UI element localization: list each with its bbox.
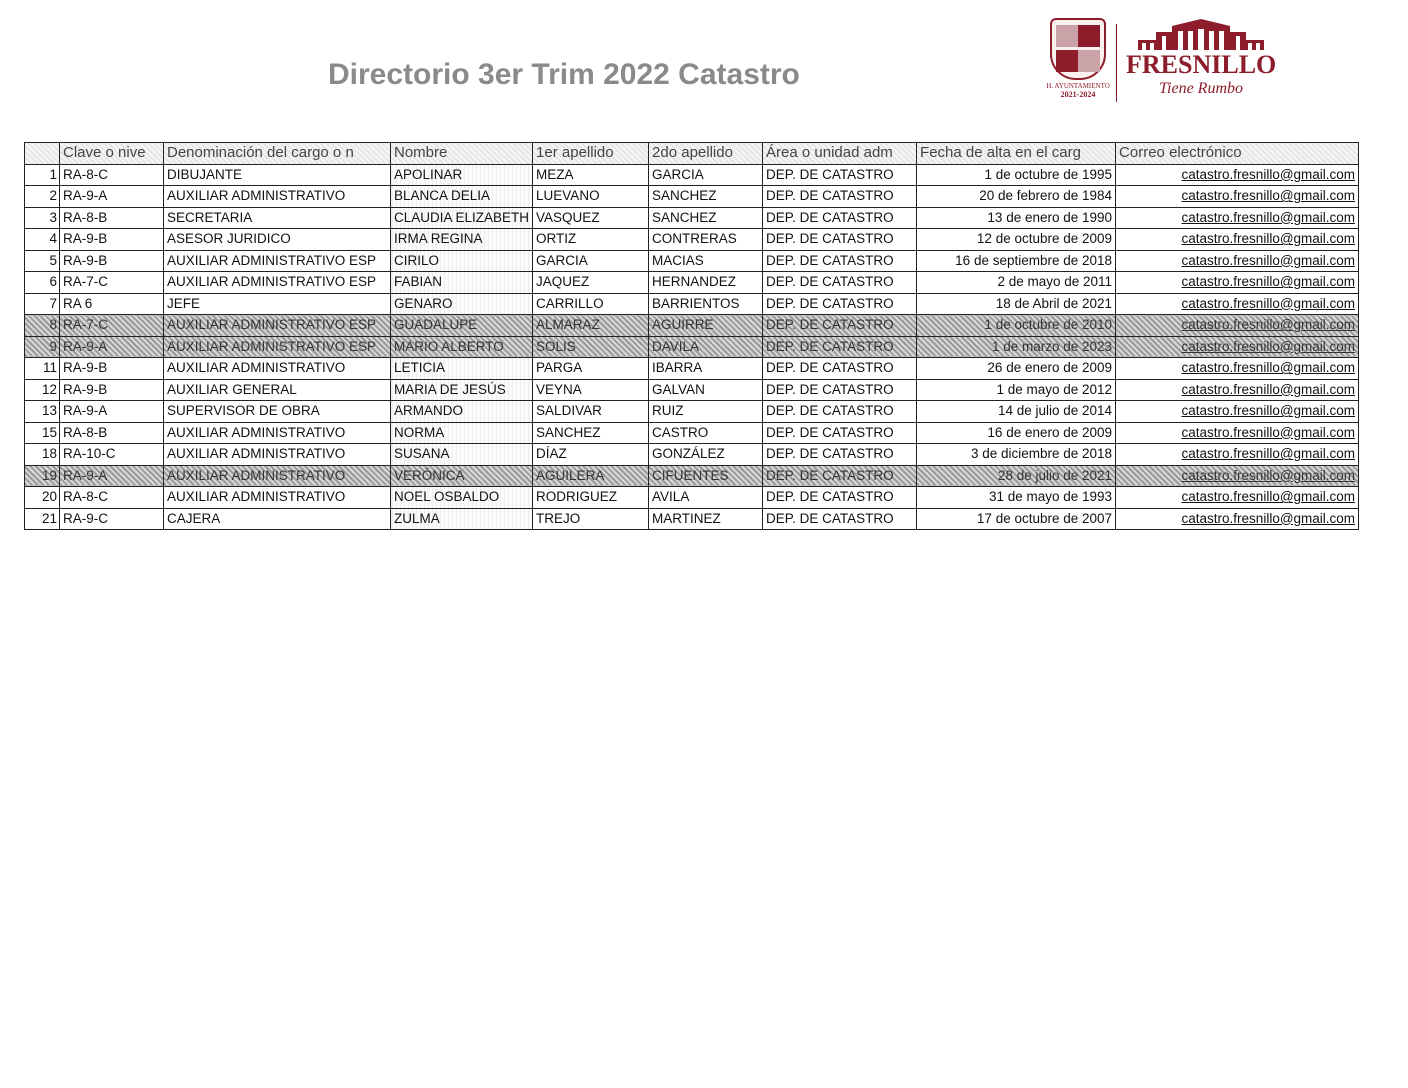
apellido1-cell: LUEVANO bbox=[533, 186, 649, 208]
brand-tagline: Tiene Rumbo bbox=[1159, 80, 1243, 97]
row-number: 6 bbox=[25, 272, 60, 294]
area-cell: DEP. DE CATASTRO bbox=[763, 315, 917, 337]
cargo-cell: SUPERVISOR DE OBRA bbox=[164, 401, 391, 423]
apellido1-cell: VASQUEZ bbox=[533, 207, 649, 229]
email-link[interactable]: catastro.fresnillo@gmail.com bbox=[1181, 252, 1356, 268]
cargo-cell: AUXILIAR ADMINISTRATIVO bbox=[164, 487, 391, 509]
email-link[interactable]: catastro.fresnillo@gmail.com bbox=[1181, 424, 1356, 440]
row-number: 8 bbox=[25, 315, 60, 337]
fecha-cell: 20 de febrero de 1984 bbox=[917, 186, 1116, 208]
correo-cell bbox=[1116, 444, 1359, 466]
cargo-cell: AUXILIAR ADMINISTRATIVO bbox=[164, 444, 391, 466]
clave-cell: RA-8-B bbox=[60, 207, 164, 229]
nombre-cell: LETICIA bbox=[391, 358, 533, 380]
table-row bbox=[25, 401, 1359, 423]
email-link[interactable]: catastro.fresnillo@gmail.com bbox=[1181, 510, 1356, 526]
clave-cell: RA-10-C bbox=[60, 444, 164, 466]
clave-cell: RA-9-A bbox=[60, 336, 164, 358]
correo-cell bbox=[1116, 422, 1359, 444]
area-cell: DEP. DE CATASTRO bbox=[763, 272, 917, 294]
directory-table bbox=[24, 142, 1359, 530]
clave-cell: RA-8-C bbox=[60, 487, 164, 509]
header-cell: Nombre bbox=[391, 143, 533, 165]
apellido2-cell: RUIZ bbox=[649, 401, 763, 423]
seal bbox=[1046, 18, 1110, 99]
apellido1-cell: RODRIGUEZ bbox=[533, 487, 649, 509]
cargo-cell: ASESOR JURIDICO bbox=[164, 229, 391, 251]
apellido1-cell: MEZA bbox=[533, 164, 649, 186]
row-number: 11 bbox=[25, 358, 60, 380]
email-link[interactable]: catastro.fresnillo@gmail.com bbox=[1181, 489, 1356, 505]
table-row bbox=[25, 315, 1359, 337]
row-number: 3 bbox=[25, 207, 60, 229]
apellido2-cell: SANCHEZ bbox=[649, 186, 763, 208]
apellido2-cell: SANCHEZ bbox=[649, 207, 763, 229]
nombre-cell: ARMANDO bbox=[391, 401, 533, 423]
brand-name: FRESNILLO bbox=[1126, 50, 1277, 79]
table-row bbox=[25, 487, 1359, 509]
clave-cell: RA-7-C bbox=[60, 272, 164, 294]
header-cell: 2do apellido bbox=[649, 143, 763, 165]
clave-cell: RA-7-C bbox=[60, 315, 164, 337]
correo-cell bbox=[1116, 315, 1359, 337]
correo-cell bbox=[1116, 487, 1359, 509]
correo-cell bbox=[1116, 508, 1359, 530]
email-link[interactable]: catastro.fresnillo@gmail.com bbox=[1181, 231, 1356, 247]
apellido1-cell: SALDIVAR bbox=[533, 401, 649, 423]
clave-cell: RA-9-B bbox=[60, 358, 164, 380]
row-number: 18 bbox=[25, 444, 60, 466]
fecha-cell: 1 de octubre de 1995 bbox=[917, 164, 1116, 186]
email-link[interactable]: catastro.fresnillo@gmail.com bbox=[1181, 360, 1356, 376]
row-number: 13 bbox=[25, 401, 60, 423]
clave-cell: RA-9-A bbox=[60, 465, 164, 487]
correo-cell bbox=[1116, 250, 1359, 272]
apellido1-cell: CARRILLO bbox=[533, 293, 649, 315]
cargo-cell: AUXILIAR ADMINISTRATIVO ESP bbox=[164, 336, 391, 358]
fecha-cell: 13 de enero de 1990 bbox=[917, 207, 1116, 229]
fecha-cell: 1 de marzo de 2023 bbox=[917, 336, 1116, 358]
clave-cell: RA 6 bbox=[60, 293, 164, 315]
row-number: 1 bbox=[25, 164, 60, 186]
clave-cell: RA-8-B bbox=[60, 422, 164, 444]
cargo-cell: AUXILIAR ADMINISTRATIVO bbox=[164, 358, 391, 380]
municipal-logo bbox=[1040, 18, 1280, 108]
table-row bbox=[25, 272, 1359, 294]
table-header-row bbox=[25, 143, 1359, 165]
table-row bbox=[25, 293, 1359, 315]
apellido2-cell: CASTRO bbox=[649, 422, 763, 444]
seal-years: 2021-2024 bbox=[1060, 90, 1096, 99]
table-row bbox=[25, 358, 1359, 380]
row-number: 9 bbox=[25, 336, 60, 358]
correo-cell bbox=[1116, 186, 1359, 208]
cargo-cell: SECRETARIA bbox=[164, 207, 391, 229]
correo-cell bbox=[1116, 207, 1359, 229]
fecha-cell: 28 de julio de 2021 bbox=[917, 465, 1116, 487]
skyline-icon bbox=[1136, 18, 1266, 52]
apellido2-cell: MACIAS bbox=[649, 250, 763, 272]
nombre-cell: CIRILO bbox=[391, 250, 533, 272]
apellido2-cell: DAVILA bbox=[649, 336, 763, 358]
row-number: 21 bbox=[25, 508, 60, 530]
area-cell: DEP. DE CATASTRO bbox=[763, 207, 917, 229]
apellido1-cell: DÍAZ bbox=[533, 444, 649, 466]
table-row bbox=[25, 444, 1359, 466]
apellido1-cell: JAQUEZ bbox=[533, 272, 649, 294]
fecha-cell: 2 de mayo de 2011 bbox=[917, 272, 1116, 294]
area-cell: DEP. DE CATASTRO bbox=[763, 379, 917, 401]
cargo-cell: AUXILIAR ADMINISTRATIVO bbox=[164, 186, 391, 208]
fecha-cell: 17 de octubre de 2007 bbox=[917, 508, 1116, 530]
row-number: 7 bbox=[25, 293, 60, 315]
table-row bbox=[25, 379, 1359, 401]
nombre-cell: NORMA bbox=[391, 422, 533, 444]
nombre-cell: MARIO ALBERTO bbox=[391, 336, 533, 358]
email-link[interactable]: catastro.fresnillo@gmail.com bbox=[1181, 467, 1356, 483]
email-link[interactable]: catastro.fresnillo@gmail.com bbox=[1181, 381, 1356, 397]
header-cell: Área o unidad adm bbox=[763, 143, 917, 165]
correo-cell bbox=[1116, 401, 1359, 423]
correo-cell bbox=[1116, 358, 1359, 380]
email-link[interactable]: catastro.fresnillo@gmail.com bbox=[1181, 166, 1356, 182]
table-row bbox=[25, 186, 1359, 208]
fecha-cell: 16 de septiembre de 2018 bbox=[917, 250, 1116, 272]
row-number: 4 bbox=[25, 229, 60, 251]
nombre-cell: BLANCA DELIA bbox=[391, 186, 533, 208]
logo-divider bbox=[1116, 24, 1117, 102]
area-cell: DEP. DE CATASTRO bbox=[763, 508, 917, 530]
email-link[interactable]: catastro.fresnillo@gmail.com bbox=[1181, 403, 1356, 419]
fecha-cell: 26 de enero de 2009 bbox=[917, 358, 1116, 380]
apellido2-cell: AGUIRRE bbox=[649, 315, 763, 337]
row-number: 19 bbox=[25, 465, 60, 487]
apellido2-cell: AVILA bbox=[649, 487, 763, 509]
header-cell: 1er apellido bbox=[533, 143, 649, 165]
apellido1-cell: SOLIS bbox=[533, 336, 649, 358]
table-row bbox=[25, 250, 1359, 272]
row-number: 2 bbox=[25, 186, 60, 208]
area-cell: DEP. DE CATASTRO bbox=[763, 422, 917, 444]
cargo-cell: AUXILIAR ADMINISTRATIVO bbox=[164, 465, 391, 487]
apellido1-cell: TREJO bbox=[533, 508, 649, 530]
area-cell: DEP. DE CATASTRO bbox=[763, 358, 917, 380]
cargo-cell: AUXILIAR GENERAL bbox=[164, 379, 391, 401]
cargo-cell: JEFE bbox=[164, 293, 391, 315]
email-link[interactable]: catastro.fresnillo@gmail.com bbox=[1181, 209, 1356, 225]
area-cell: DEP. DE CATASTRO bbox=[763, 336, 917, 358]
table-row bbox=[25, 229, 1359, 251]
area-cell: DEP. DE CATASTRO bbox=[763, 164, 917, 186]
nombre-cell: SUSANA bbox=[391, 444, 533, 466]
clave-cell: RA-9-B bbox=[60, 229, 164, 251]
nombre-cell: IRMA REGINA bbox=[391, 229, 533, 251]
nombre-cell: VERÓNICA bbox=[391, 465, 533, 487]
fecha-cell: 18 de Abril de 2021 bbox=[917, 293, 1116, 315]
apellido2-cell: HERNANDEZ bbox=[649, 272, 763, 294]
cargo-cell: AUXILIAR ADMINISTRATIVO ESP bbox=[164, 250, 391, 272]
apellido1-cell: ORTIZ bbox=[533, 229, 649, 251]
fecha-cell: 31 de mayo de 1993 bbox=[917, 487, 1116, 509]
cargo-cell: DIBUJANTE bbox=[164, 164, 391, 186]
email-link[interactable]: catastro.fresnillo@gmail.com bbox=[1181, 274, 1356, 290]
apellido2-cell: IBARRA bbox=[649, 358, 763, 380]
clave-cell: RA-9-C bbox=[60, 508, 164, 530]
clave-cell: RA-8-C bbox=[60, 164, 164, 186]
area-cell: DEP. DE CATASTRO bbox=[763, 465, 917, 487]
correo-cell bbox=[1116, 272, 1359, 294]
area-cell: DEP. DE CATASTRO bbox=[763, 487, 917, 509]
row-number: 12 bbox=[25, 379, 60, 401]
cargo-cell: AUXILIAR ADMINISTRATIVO bbox=[164, 422, 391, 444]
apellido2-cell: GARCIA bbox=[649, 164, 763, 186]
apellido2-cell: BARRIENTOS bbox=[649, 293, 763, 315]
page-title: Directorio 3er Trim 2022 Catastro bbox=[328, 58, 800, 91]
apellido2-cell: CIFUENTES bbox=[649, 465, 763, 487]
area-cell: DEP. DE CATASTRO bbox=[763, 444, 917, 466]
email-link[interactable]: catastro.fresnillo@gmail.com bbox=[1181, 188, 1356, 204]
correo-cell bbox=[1116, 379, 1359, 401]
apellido1-cell: SANCHEZ bbox=[533, 422, 649, 444]
nombre-cell: FABIAN bbox=[391, 272, 533, 294]
area-cell: DEP. DE CATASTRO bbox=[763, 229, 917, 251]
nombre-cell: MARIA DE JESÚS bbox=[391, 379, 533, 401]
table-row bbox=[25, 207, 1359, 229]
area-cell: DEP. DE CATASTRO bbox=[763, 250, 917, 272]
cargo-cell: AUXILIAR ADMINISTRATIVO ESP bbox=[164, 272, 391, 294]
fecha-cell: 14 de julio de 2014 bbox=[917, 401, 1116, 423]
clave-cell: RA-9-A bbox=[60, 186, 164, 208]
cargo-cell: CAJERA bbox=[164, 508, 391, 530]
correo-cell bbox=[1116, 293, 1359, 315]
email-link[interactable]: catastro.fresnillo@gmail.com bbox=[1181, 317, 1356, 333]
row-number: 20 bbox=[25, 487, 60, 509]
table-row bbox=[25, 336, 1359, 358]
table-row bbox=[25, 465, 1359, 487]
header-cell: Fecha de alta en el carg bbox=[917, 143, 1116, 165]
email-link[interactable]: catastro.fresnillo@gmail.com bbox=[1181, 295, 1356, 311]
area-cell: DEP. DE CATASTRO bbox=[763, 186, 917, 208]
fecha-cell: 3 de diciembre de 2018 bbox=[917, 444, 1116, 466]
clave-cell: RA-9-A bbox=[60, 401, 164, 423]
correo-cell bbox=[1116, 465, 1359, 487]
fecha-cell: 1 de mayo de 2012 bbox=[917, 379, 1116, 401]
nombre-cell: ZULMA bbox=[391, 508, 533, 530]
header-cell bbox=[25, 143, 60, 165]
nombre-cell: CLAUDIA ELIZABETH bbox=[391, 207, 533, 229]
row-number: 15 bbox=[25, 422, 60, 444]
brand bbox=[1126, 18, 1276, 98]
fecha-cell: 16 de enero de 2009 bbox=[917, 422, 1116, 444]
fecha-cell: 12 de octubre de 2009 bbox=[917, 229, 1116, 251]
header-cell: Denominación del cargo o n bbox=[164, 143, 391, 165]
nombre-cell: GUADALUPE bbox=[391, 315, 533, 337]
apellido2-cell: CONTRERAS bbox=[649, 229, 763, 251]
correo-cell bbox=[1116, 336, 1359, 358]
table-row bbox=[25, 422, 1359, 444]
area-cell: DEP. DE CATASTRO bbox=[763, 293, 917, 315]
cargo-cell: AUXILIAR ADMINISTRATIVO ESP bbox=[164, 315, 391, 337]
apellido1-cell: VEYNA bbox=[533, 379, 649, 401]
clave-cell: RA-9-B bbox=[60, 379, 164, 401]
row-number: 5 bbox=[25, 250, 60, 272]
apellido2-cell: GALVAN bbox=[649, 379, 763, 401]
coat-of-arms-icon bbox=[1050, 18, 1106, 80]
fecha-cell: 1 de octubre de 2010 bbox=[917, 315, 1116, 337]
correo-cell bbox=[1116, 229, 1359, 251]
apellido1-cell: ALMARAZ bbox=[533, 315, 649, 337]
apellido1-cell: GARCIA bbox=[533, 250, 649, 272]
nombre-cell: NOEL OSBALDO bbox=[391, 487, 533, 509]
email-link[interactable]: catastro.fresnillo@gmail.com bbox=[1181, 338, 1356, 354]
email-link[interactable]: catastro.fresnillo@gmail.com bbox=[1181, 446, 1356, 462]
apellido2-cell: GONZÁLEZ bbox=[649, 444, 763, 466]
header-cell: Correo electrónico bbox=[1116, 143, 1359, 165]
apellido1-cell: PARGA bbox=[533, 358, 649, 380]
clave-cell: RA-9-B bbox=[60, 250, 164, 272]
nombre-cell: GENARO bbox=[391, 293, 533, 315]
correo-cell bbox=[1116, 164, 1359, 186]
nombre-cell: APOLINAR bbox=[391, 164, 533, 186]
apellido2-cell: MARTINEZ bbox=[649, 508, 763, 530]
table-row bbox=[25, 508, 1359, 530]
header-cell: Clave o nive bbox=[60, 143, 164, 165]
seal-caption: H. AYUNTAMIENTO bbox=[1046, 82, 1110, 90]
apellido1-cell: AGUILERA bbox=[533, 465, 649, 487]
table-row bbox=[25, 164, 1359, 186]
area-cell: DEP. DE CATASTRO bbox=[763, 401, 917, 423]
